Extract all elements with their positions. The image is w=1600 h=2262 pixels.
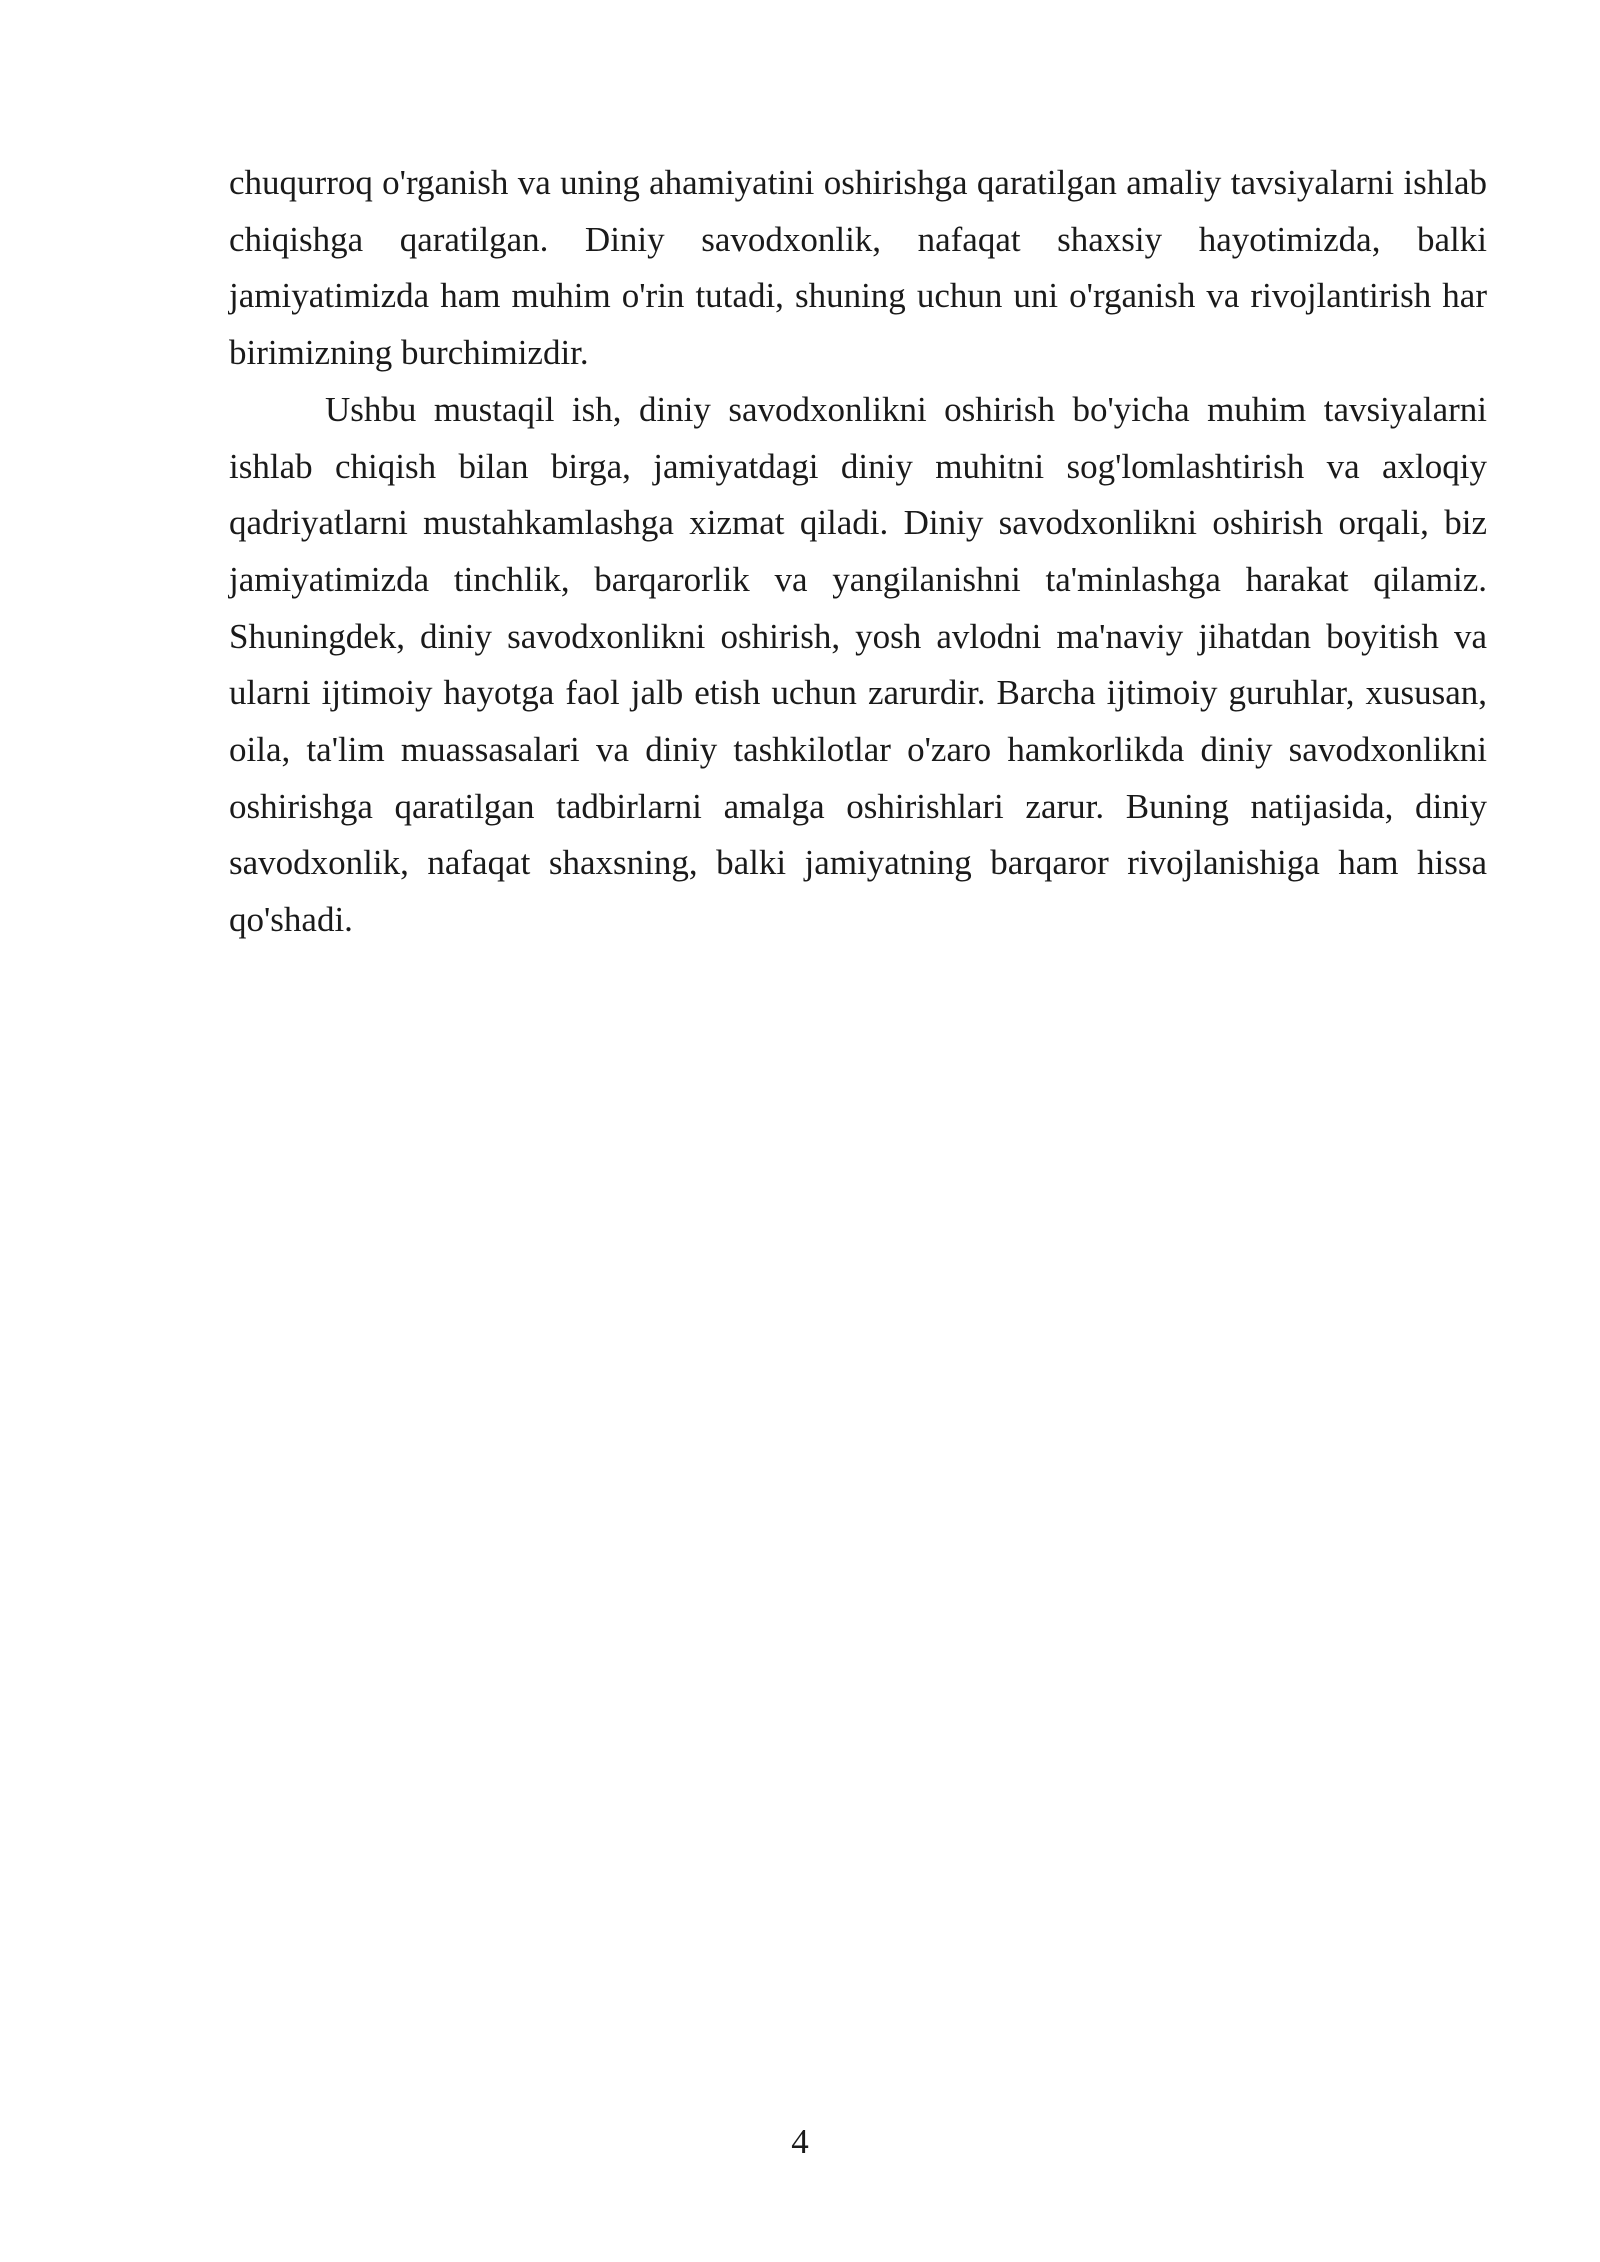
- paragraph-continuation: chuqurroq o'rganish va uning ahamiyatini oshirishga qaratilgan amaliy tavsiyalarni ishlab chiqishga qaratilgan. Diniy savodxonlik, nafaqat shaxsiy hayotimizda, balki jamiyatimizda ham muhim o'rin tutadi, shuning uchun uni o'rganish va rivojlantirish har birimizning burchimizdir.: [229, 163, 1487, 373]
- body-text: [229, 155, 1487, 949]
- paragraph-main: Ushbu mustaqil ish, diniy savodxonlikni oshirish bo'yicha muhim tavsiyalarni ishlab chiqish bilan birga, jamiyatdagi diniy muhitni sog'lomlashtirish va axloqiy qadriyatlarni mustahkamlashga xizmat qiladi. Diniy savodxonlikni oshirish orqali, biz jamiyatimizda tinchlik, barqarorlik va yangilanishni ta'minlashga harakat qilamiz. Shuningdek, diniy savodxonlikni oshirish, yosh avlodni ma'naviy jihatdan boyitish va ularni ijtimoiy hayotga faol jalb etish uchun zarurdir. Barcha ijtimoiy guruhlar, xususan, oila, ta'lim muassasalari va diniy tashkilotlar o'zaro hamkorlikda diniy savodxonlikni oshirishga qaratilgan tadbirlarni amalga oshirishlari zarur. Buning natijasida, diniy savodxonlik, nafaqat shaxsning, balki jamiyatning barqaror rivojlanishiga ham hissa qo'shadi.: [229, 389, 1487, 940]
- page-number: 4: [791, 2122, 809, 2161]
